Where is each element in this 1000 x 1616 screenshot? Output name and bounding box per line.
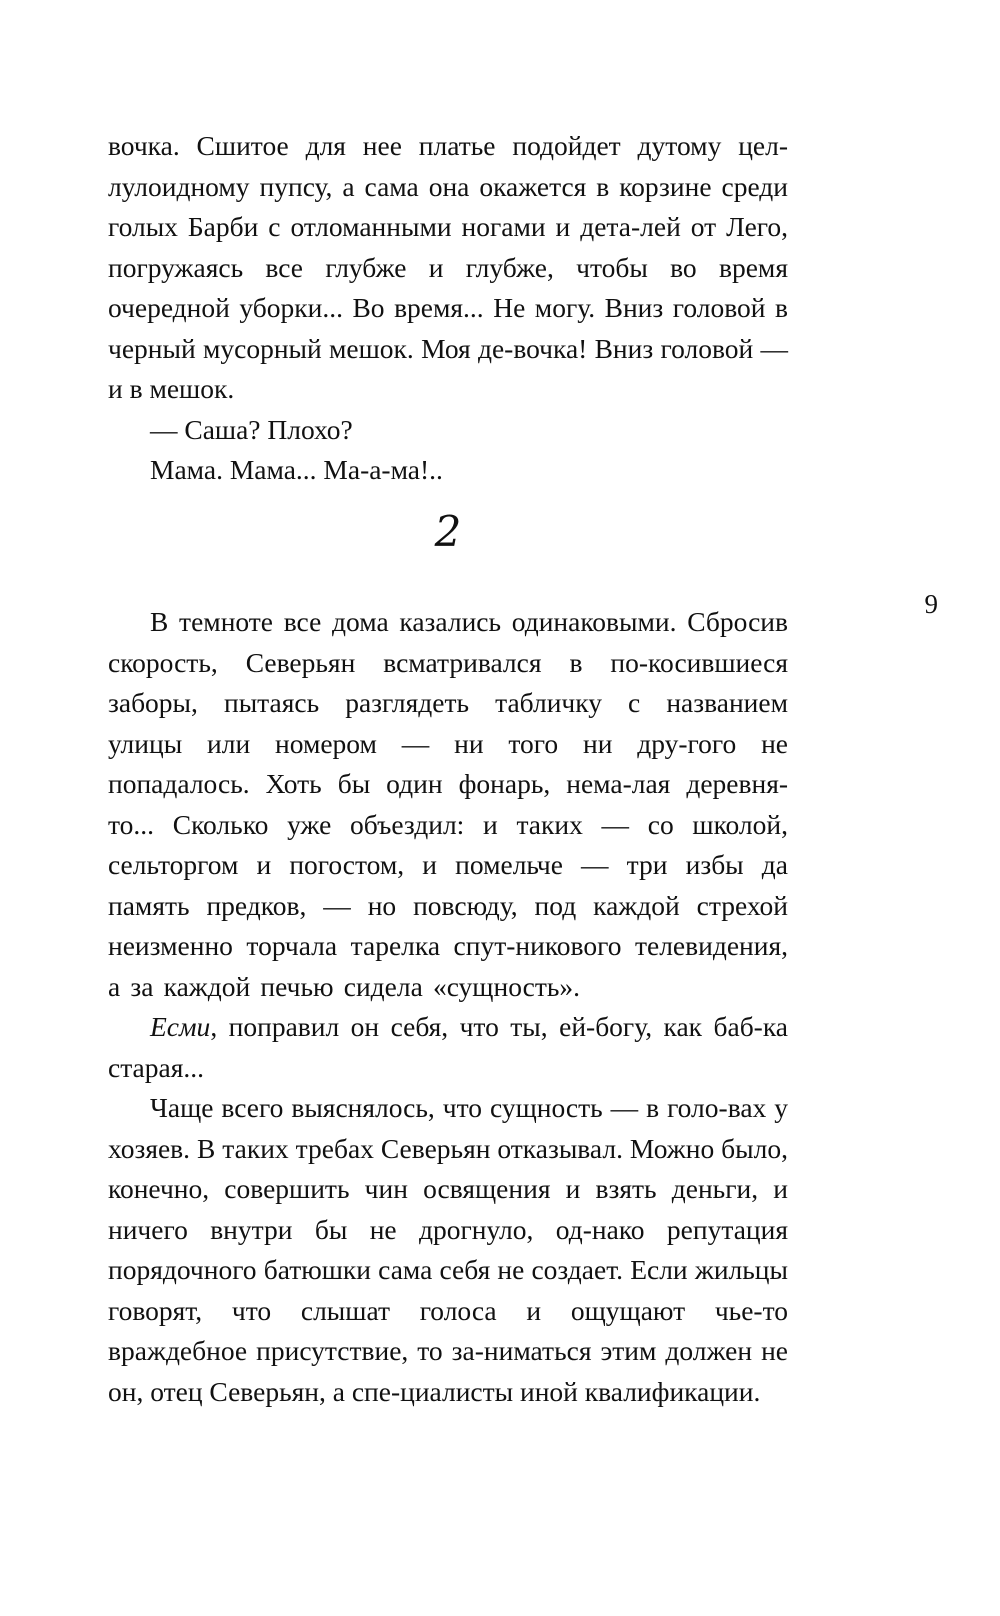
paragraph: вочка. Сшитое для нее платье подойдет дутому цел-лулоидному пупсу, а сама она окажется в корзине среди голых Барби с отломанными ногами и дета-лей от Лего, погружаясь все глубже и глубже, чтобы во время очередной уборки... Во время... Не могу. Вниз головой в черный мусорный мешок. Моя де-вочка! Вниз головой — и в мешок.: [108, 130, 788, 404]
paragraph: Мама. Мама... Ма-а-ма!..: [150, 454, 443, 485]
paragraph: В темноте все дома казались одинаковыми. Сбросив скорость, Северьян всматривался в по-косившиеся заборы, пытаясь разглядеть табличку с названием улицы или номером — ни того ни дру-гого не попадалось. Хоть бы один фонарь, нема-лая деревня-то... Сколько уже объездил: и таких — со школой, сельторгом и погостом, и помельче — три избы да память предков, — но повсюду, под каждой стрехой неизменно торчала тарелка спут-никового телевидения, а за каждой печью сидела «сущность».: [108, 606, 788, 1002]
italic-word: Есми: [150, 1011, 211, 1042]
text-block-bottom: [108, 602, 788, 1412]
paragraph: Чаще всего выяснялось, что сущность — в голо-вах у хозяев. В таких требах Северьян отказывал. Можно было, конечно, совершить чин освящения и взять деньги, и ничего внутри бы не дрогнуло, од-нако репутация порядочного батюшки сама себя не создает. Если жильцы говорят, что слышат голоса и ощущают чье-то враждебное присутствие, то за-ниматься этим должен не он, отец Северьян, а спе-циалисты иной квалификации.: [108, 1092, 788, 1407]
paragraph-dialogue: — Саша? Плохо?: [150, 413, 353, 445]
chapter-number: 2: [434, 507, 462, 556]
page-number: 9: [924, 589, 938, 619]
paragraph-remainder: , поправил он себя, что ты, ей-богу, как баб-ка старая...: [108, 1011, 788, 1083]
text-block-top: [108, 126, 788, 491]
paragraph-with-italic: [108, 1007, 788, 1088]
